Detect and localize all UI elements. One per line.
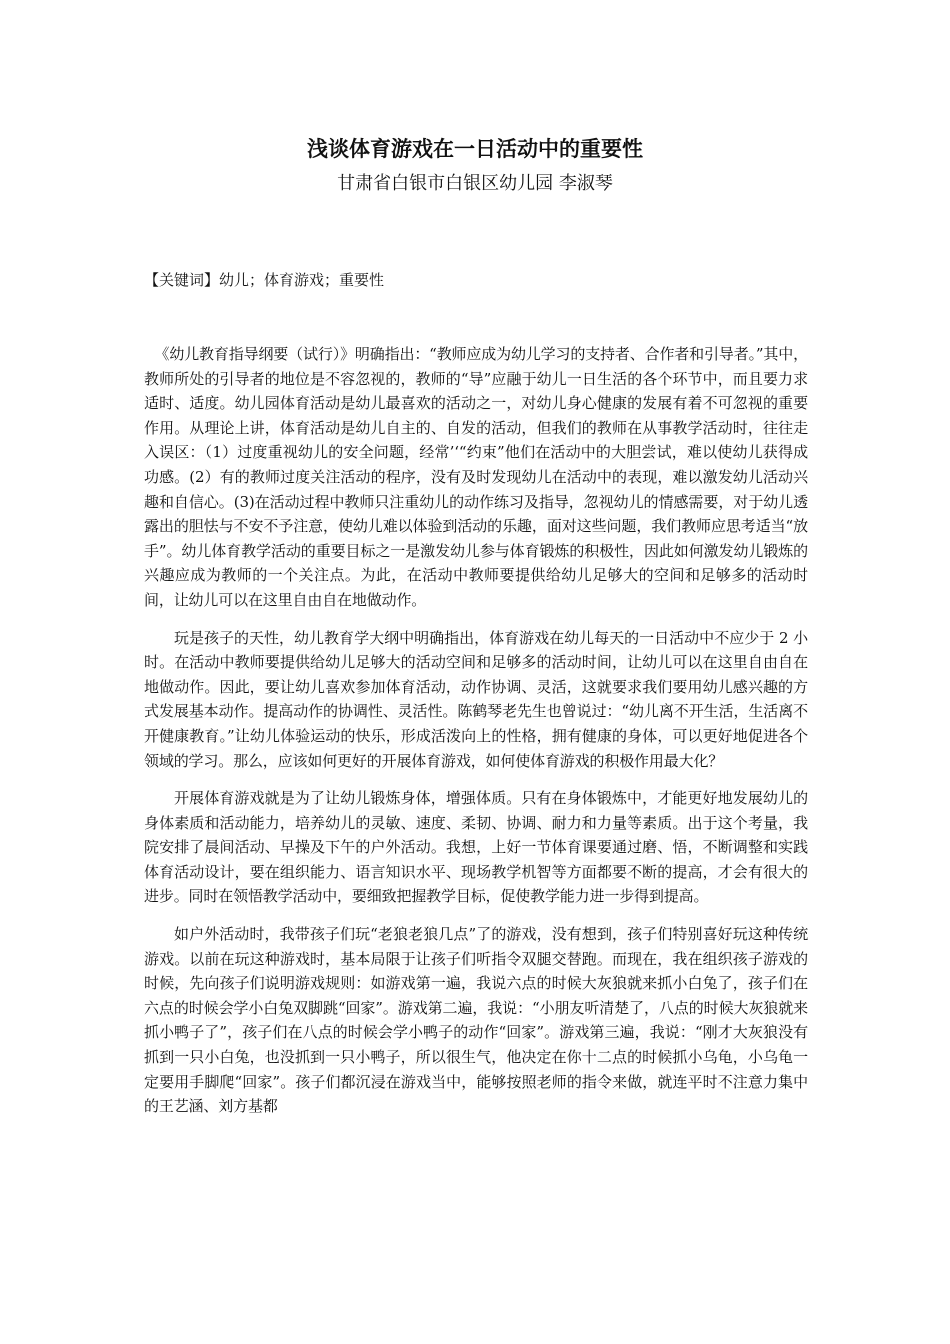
- author-affiliation: 甘肃省白银市白银区幼儿园 李淑琴: [337, 173, 613, 194]
- body-paragraph: 如户外活动时，我带孩子们玩“老狼老狼几点”了的游戏，没有想到，孩子们特别喜好玩这种传统游戏。以前在玩这种游戏时，基本局限于让孩子们听指令双腿交替跑。而现在，我在组织孩子游戏的时候，先向孩子们说明游戏规则：如游戏第一遍，我说六点的时候大灰狼就来抓小白兔了，孩子们在六点的时候会学小白兔双脚跳“回家”。游戏第二遍，我说：“小朋友听清楚了，八点的时候大灰狼就来抓小鸭子了”，孩子们在八点的时候会学小鸭子的动作“回家”。游戏第三遍，我说：“刚才大灰狼没有抓到一只小白兔，也没抓到一只小鸭子，所以很生气，他决定在你十二点的时候抓小乌龟，小乌龟一定要用手脚爬“回家”。孩子们都沉浸在游戏当中，能够按照老师的指令来做，就连平时不注意力集中的王艺涵、刘方基都: [144, 925, 808, 1116]
- article-body: [144, 342, 808, 1132]
- keywords-line: 【关键词】幼儿；体育游戏；重要性: [144, 271, 385, 289]
- body-paragraph: 开展体育游戏就是为了让幼儿锻炼身体，增强体质。只有在身体锻炼中，才能更好地发展幼儿的身体素质和活动能力，培养幼儿的灵敏、速度、柔韧、协调、耐力和力量等素质。出于这个考量，我院安排了晨间活动、早操及下午的户外活动。我想，上好一节体育课要通过磨、悟，不断调整和实践体育活动设计，要在组织能力、语言知识水平、现场教学机智等方面都要不断的提高，才会有很大的进步。同时在领悟教学活动中，要细致把握教学目标，促使教学能力进一步得到提高。: [144, 789, 808, 906]
- body-paragraph: 玩是孩子的天性，幼儿教育学大纲中明确指出，体育游戏在幼儿每天的一日活动中不应少于 2 小时。在活动中教师要提供给幼儿足够大的活动空间和足够多的活动时间，让幼儿可以在这里自由自在地做动作。因此，要让幼儿喜欢参加体育活动，动作协调、灵活，这就要求我们要用幼儿感兴趣的方式发展基本动作。提高动作的协调性、灵活性。陈鹤琴老先生也曾说过：“幼儿离不开生活，生活离不开健康教育。”让幼儿体验运动的快乐，形成活泼向上的性格，拥有健康的身体，可以更好地促进各个领域的学习。那么，应该如何更好的开展体育游戏，如何使体育游戏的积极作用最大化？: [144, 628, 808, 770]
- body-paragraph: 《幼儿教育指导纲要（试行）》明确指出：“教师应成为幼儿学习的支持者、合作者和引导者。”其中，教师所处的引导者的地位是不容忽视的，教师的“导”应融于幼儿一日生活的各个环节中，而且要力求适时、适度。幼儿园体育活动是幼儿最喜欢的活动之一，对幼儿身心健康的发展有着不可忽视的重要作用。从理论上讲，体育活动是幼儿自主的、自发的活动，但我们的教师在从事教学活动时，往往走入误区：（1）过度重视幼儿的安全问题，经常’‘“约束”他们在活动中的大胆尝试，难以使幼儿获得成功感。(2）有的教师过度关注活动的程序，没有及时发现幼儿在活动中的表现，难以激发幼儿活动兴趣和自信心。(3)在活动过程中教师只注重幼儿的动作练习及指导，忽视幼儿的情感需要，对于幼儿透露出的胆怯与不安不予注意，使幼儿难以体验到活动的乐趣，面对这些问题，我们教师应思考适当“放手”。幼儿体育教学活动的重要目标之一是激发幼儿参与体育锻炼的积极性，因此如何激发幼儿锻炼的兴趣应成为教师的一个关注点。为此，在活动中教师要提供给幼儿足够大的空间和足够多的活动时间，让幼儿可以在这里自由自在地做动作。: [144, 345, 808, 609]
- document-title: 浅谈体育游戏在一日活动中的重要性: [307, 136, 643, 161]
